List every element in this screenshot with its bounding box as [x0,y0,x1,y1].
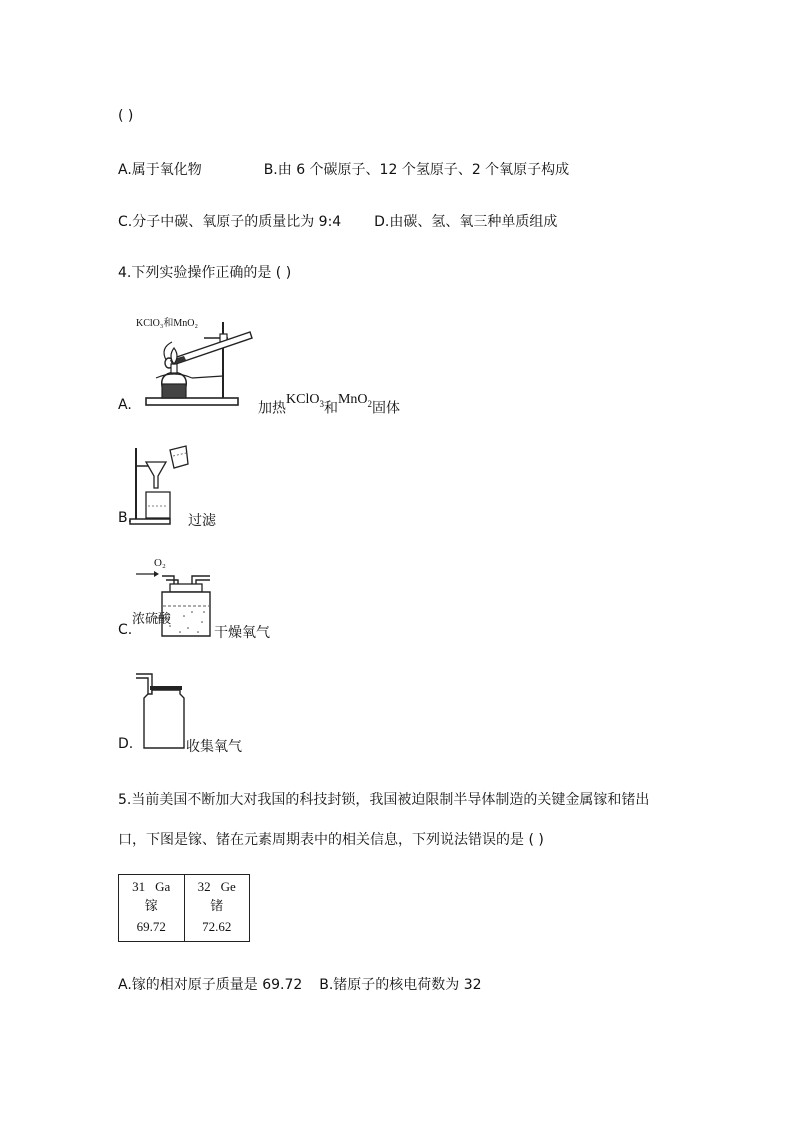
q3-stem-tail: ( ) [118,108,134,124]
element-symbol: Ge [220,879,236,894]
q4d-gas-collecting-figure [134,668,188,752]
element-name: 镓 [144,899,158,914]
element-mass: 69.72 [136,919,166,934]
q4c-reagent-label: 浓硫酸 [132,612,172,627]
q4c-gas-label: O₂ [154,557,166,569]
q5-option-b: B.锗原子的核电荷数为 32 [319,977,482,993]
periodic-table-excerpt [118,874,250,942]
q4b-label: B. [118,510,133,526]
q4c-gas-drying-figure [132,566,216,638]
element-symbol: Ga [155,879,171,894]
q4a-heating-apparatus-figure [140,318,260,410]
q4-stem: 4.下列实验操作正确的是 ( ) [118,265,292,281]
q3-option-b: B.由 6 个碳原子、12 个氢原子、2 个氧原子构成 [263,162,570,178]
q3-option-c: C.分子中碳、氧原子的质量比为 9:4 [118,214,342,230]
q4c-caption: 干燥氧气 [214,625,270,641]
q4b-filtration-figure [126,444,192,528]
q5-stem-line1: 5.当前美国不断加大对我国的科技封锁，我国被迫限制半导体制造的关键金属镓和锗出 [118,792,650,808]
q5-options-row1 [118,974,482,994]
q5-stem-line2: 口，下图是镓、锗在元素周期表中的相关信息，下列说法错误的是 ( ) [118,832,544,848]
element-cell-ge [184,875,250,941]
element-number: 32 [197,879,211,894]
q3-options-row2 [118,211,557,231]
q3-option-a: A.属于氧化物 [118,162,202,178]
q4d-caption: 收集氧气 [186,739,242,755]
q4a-label: A. [118,397,132,413]
q4a-caption: 加热$^{KClO_3}$和$^{MnO_2}$固体 [258,392,401,417]
q3-options-row1 [118,159,569,179]
q5-option-a: A.镓的相对原子质量是 69.72 [118,977,303,993]
q3-option-d: D.由碳、氢、氧三种单质组成 [374,214,558,230]
element-name: 锗 [210,899,224,914]
element-mass: 72.62 [202,919,232,934]
element-cell-ga [119,875,184,941]
q4d-label: D. [118,736,134,752]
q4c-label: C. [118,622,133,638]
q4a-figure-label: KClO₃和MnO₂ [136,318,198,329]
element-number: 31 [132,879,146,894]
q4b-caption: 过滤 [188,513,216,529]
